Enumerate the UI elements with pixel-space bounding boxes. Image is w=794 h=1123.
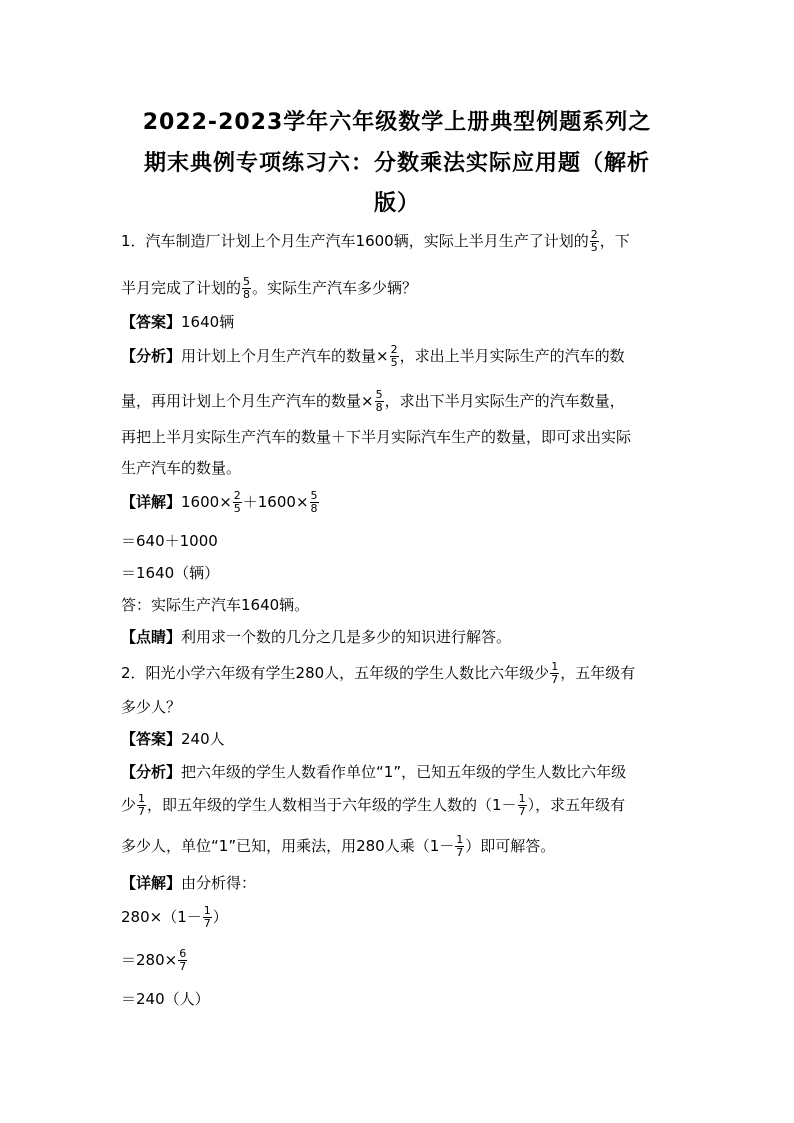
- note-tag: 【点睛】: [121, 628, 182, 646]
- q2-line-1: [121, 661, 635, 686]
- q2-line-2: 多少人？: [121, 698, 182, 716]
- q1-text: 半月完成了计划的: [121, 279, 242, 297]
- fraction: $\frac{1}{7}$: [456, 833, 464, 859]
- q1-analysis-line-1: 【分析】用计划上个月生产汽车的数量× $\frac{2}{5}$ ，求出上半月实际生产的汽车的数: [121, 343, 625, 369]
- fraction: $\frac{6}{7}$: [179, 947, 187, 973]
- analysis-tag: 【分析】: [121, 763, 182, 781]
- q1-note: 【点睛】利用求一个数的几分之几是多少的知识进行解答。: [121, 628, 512, 646]
- fraction: $\frac{5}{8}$: [310, 489, 318, 515]
- q2-detail: 【详解】由分析得：: [121, 874, 257, 892]
- q2-answer: [121, 728, 225, 749]
- q2-step-2: ＝280× $\frac{6}{7}$: [121, 947, 187, 973]
- q2-text: 2．阳光小学六年级有学生280人，五年级的学生人数比六年级少: [121, 664, 550, 682]
- q1-text: 1．汽车制造厂计划上个月生产汽车1600辆，实际上半月生产了计划的: [121, 232, 589, 250]
- q2-analysis-line-2: 少 $\frac{1}{7}$ ，即五年级的学生人数相当于六年级的学生人数的（1－ $\frac{1}{7}$ ），求五年级有: [121, 792, 626, 818]
- q1-step-3: 答：实际生产汽车1640辆。: [121, 596, 310, 614]
- q1-line-1: [121, 229, 630, 254]
- doc-title-line-1: 2022-2023学年六年级数学上册典型例题系列之: [142, 110, 652, 135]
- q1-step-2: ＝1640（辆）: [121, 564, 220, 582]
- q1-text: ，下: [599, 232, 630, 250]
- doc-title-line-3: 版）: [373, 191, 420, 216]
- fraction: $\frac{1}{7}$: [518, 792, 526, 818]
- fraction: $\frac{1}{7}$: [551, 660, 559, 686]
- fraction: $\frac{2}{5}$: [590, 228, 598, 254]
- fraction: $\frac{5}{8}$: [375, 388, 383, 414]
- detail-tag: 【详解】: [121, 493, 182, 511]
- fraction: $\frac{1}{7}$: [138, 792, 146, 818]
- q1-line-2: [121, 276, 417, 301]
- answer-text: 240人: [181, 730, 225, 748]
- q1-detail: 【详解】1600× $\frac{2}{5}$ ＋1600× $\frac{5}{8}$: [121, 489, 318, 515]
- q2-text: ，五年级有: [560, 664, 636, 682]
- answer-tag: 【答案】: [121, 730, 182, 748]
- q2-analysis-line-1: 【分析】把六年级的学生人数看作单位“1”，已知五年级的学生人数比六年级: [121, 763, 627, 781]
- q1-answer: [121, 311, 234, 332]
- analysis-tag: 【分析】: [121, 347, 182, 365]
- fraction: $\frac{2}{5}$: [390, 343, 398, 369]
- doc-title-line-2: 期末典例专项练习六：分数乘法实际应用题（解析: [143, 151, 650, 176]
- fraction: $\frac{2}{5}$: [233, 489, 241, 515]
- q2-step-3: ＝240（人）: [121, 990, 210, 1008]
- fraction: $\frac{1}{7}$: [203, 904, 211, 930]
- q2-analysis-line-3: 多少人，单位“1”已知，用乘法，用280人乘（1－ $\frac{1}{7}$ ）即可解答。: [121, 833, 556, 859]
- answer-text: 1640辆: [181, 313, 235, 331]
- q1-text: 。实际生产汽车多少辆？: [252, 279, 418, 297]
- q1-analysis-line-4: 生产汽车的数量。: [121, 459, 242, 477]
- q1-analysis-line-3: 再把上半月实际生产汽车的数量＋下半月实际汽车生产的数量，即可求出实际: [121, 428, 632, 446]
- fraction: $\frac{5}{8}$: [243, 275, 251, 301]
- q2-step-1: 280×（1－ $\frac{1}{7}$ ）: [121, 904, 228, 930]
- answer-tag: 【答案】: [121, 313, 182, 331]
- detail-tag: 【详解】: [121, 874, 182, 892]
- q1-analysis-line-2: 量，再用计划上个月生产汽车的数量× $\frac{5}{8}$ ，求出下半月实际生产的汽车数量，: [121, 388, 625, 414]
- q1-step-1: ＝640＋1000: [121, 532, 218, 550]
